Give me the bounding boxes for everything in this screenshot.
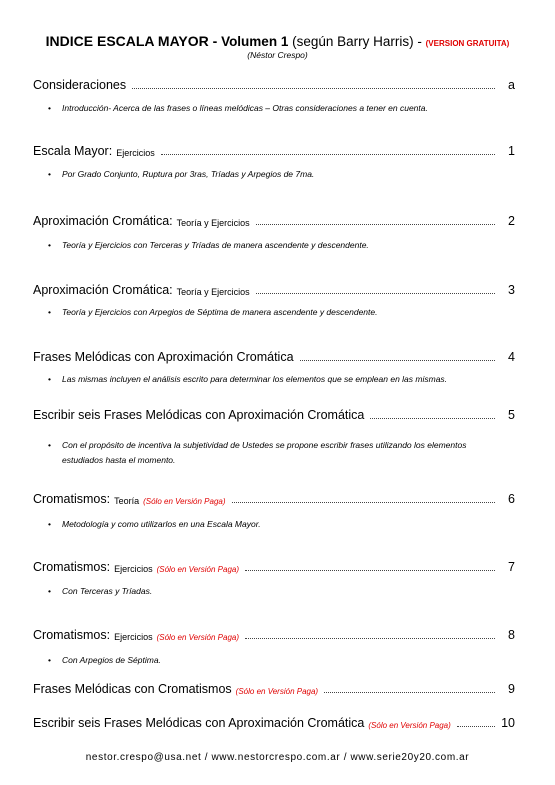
toc-page-number: 3 (508, 283, 515, 297)
toc-page-number: 6 (508, 492, 515, 506)
toc-entry (33, 348, 515, 364)
toc-entry (33, 680, 515, 696)
toc-entry-description: • Teoría y Ejercicios con Arpegios de Séptima de manera ascendente y descendente. (62, 305, 502, 320)
title-free-version: (VERSION GRATUITA) (425, 39, 510, 48)
toc-entry-description: • Con Terceras y Tríadas. (62, 584, 502, 599)
title-rest: (según Barry Harris) - (292, 34, 422, 49)
toc-entry-title: Escala Mayor: (33, 144, 113, 158)
toc-entry-title: Consideraciones (33, 78, 127, 92)
toc-entry (33, 212, 515, 228)
toc-entry (33, 406, 515, 422)
toc-entry-description: • Metodología y como utilizarlos en una Escala Mayor. (62, 517, 502, 532)
footer-contact: nestor.crespo@usa.net / www.nestorcrespo.com.ar / www.serie20y20.com.ar (85, 752, 470, 763)
toc-page-number: 8 (508, 628, 515, 642)
toc-entry-description: • Teoría y Ejercicios con Terceras y Tríadas de manera ascendente y descendente. (62, 238, 502, 253)
toc-page-number: 10 (501, 716, 515, 730)
dotted-leader (232, 502, 495, 503)
toc-entry (33, 558, 515, 574)
toc-entry-title: Cromatismos: (33, 628, 111, 642)
dotted-leader (161, 154, 495, 155)
dotted-leader (324, 692, 495, 693)
toc-entry-title: Escribir seis Frases Melódicas con Aproximación Cromática (33, 408, 365, 422)
toc-page-number: 9 (508, 682, 515, 696)
dotted-leader (245, 570, 495, 571)
paid-version-note: (Sólo en Versión Paga) (156, 565, 240, 574)
toc-entry-subtitle: Ejercicios (116, 148, 155, 158)
toc-entry-title: Cromatismos: (33, 492, 111, 506)
toc-entry-description: • Las mismas incluyen el análisis escrito para determinar los elementos que se emplean en las mismas. (62, 372, 502, 387)
dotted-leader (132, 88, 495, 89)
toc-entry (33, 142, 515, 158)
toc-entry-description: • Con el propósito de incentiva la subjetividad de Ustedes se propone escribir frases utilizando los elementos estudiados hasta el momento. (62, 438, 502, 468)
paid-version-note: (Sólo en Versión Paga) (235, 687, 319, 696)
toc-page-number: 4 (508, 350, 515, 364)
toc-entry-title: Aproximación Cromática: (33, 283, 173, 297)
toc-entry-description: • Introducción- Acerca de las frases o líneas melódicas – Otras consideraciones a tener en cuenta. (62, 101, 502, 116)
toc-page-number: 7 (508, 560, 515, 574)
paid-version-note: (Sólo en Versión Paga) (156, 633, 240, 642)
toc-page-number: a (508, 78, 515, 92)
dotted-leader (370, 418, 495, 419)
toc-entry-title: Escribir seis Frases Melódicas con Aproximación Cromática (33, 716, 365, 730)
toc-entry-title: Frases Melódicas con Cromatismos (33, 682, 232, 696)
toc-entry-subtitle: Ejercicios (114, 564, 153, 574)
dotted-leader (457, 726, 495, 727)
toc-entry-title: Aproximación Cromática: (33, 214, 173, 228)
dotted-leader (245, 638, 495, 639)
title-volume: Volumen 1 (221, 34, 289, 49)
toc-entry-subtitle: Teoría y Ejercicios (176, 287, 250, 297)
toc-entry-subtitle: Ejercicios (114, 632, 153, 642)
title-main: INDICE ESCALA MAYOR - (45, 33, 218, 49)
toc-entry-description: • Con Arpegios de Séptima. (62, 653, 502, 668)
toc-page-number: 5 (508, 408, 515, 422)
document-title (0, 33, 555, 49)
toc-entry (33, 714, 515, 730)
toc-entry (33, 281, 515, 297)
toc-entry (33, 490, 515, 506)
toc-page-number: 2 (508, 214, 515, 228)
toc-entry-subtitle: Teoría y Ejercicios (176, 218, 250, 228)
toc-entry-title: Cromatismos: (33, 560, 111, 574)
toc-entry (33, 626, 515, 642)
toc-entry-subtitle: Teoría (114, 496, 140, 506)
dotted-leader (256, 224, 495, 225)
paid-version-note: (Sólo en Versión Paga) (368, 721, 451, 730)
dotted-leader (256, 293, 495, 294)
toc-entry-description: • Por Grado Conjunto, Ruptura por 3ras, Tríadas y Arpegios de 7ma. (62, 167, 502, 182)
toc-page-number: 1 (508, 144, 515, 158)
dotted-leader (300, 360, 495, 361)
paid-version-note: (Sólo en Versión Paga) (143, 497, 226, 506)
author-line: (Néstor Crespo) (247, 50, 308, 60)
toc-entry (33, 76, 515, 92)
toc-entry-title: Frases Melódicas con Aproximación Cromática (33, 350, 294, 364)
